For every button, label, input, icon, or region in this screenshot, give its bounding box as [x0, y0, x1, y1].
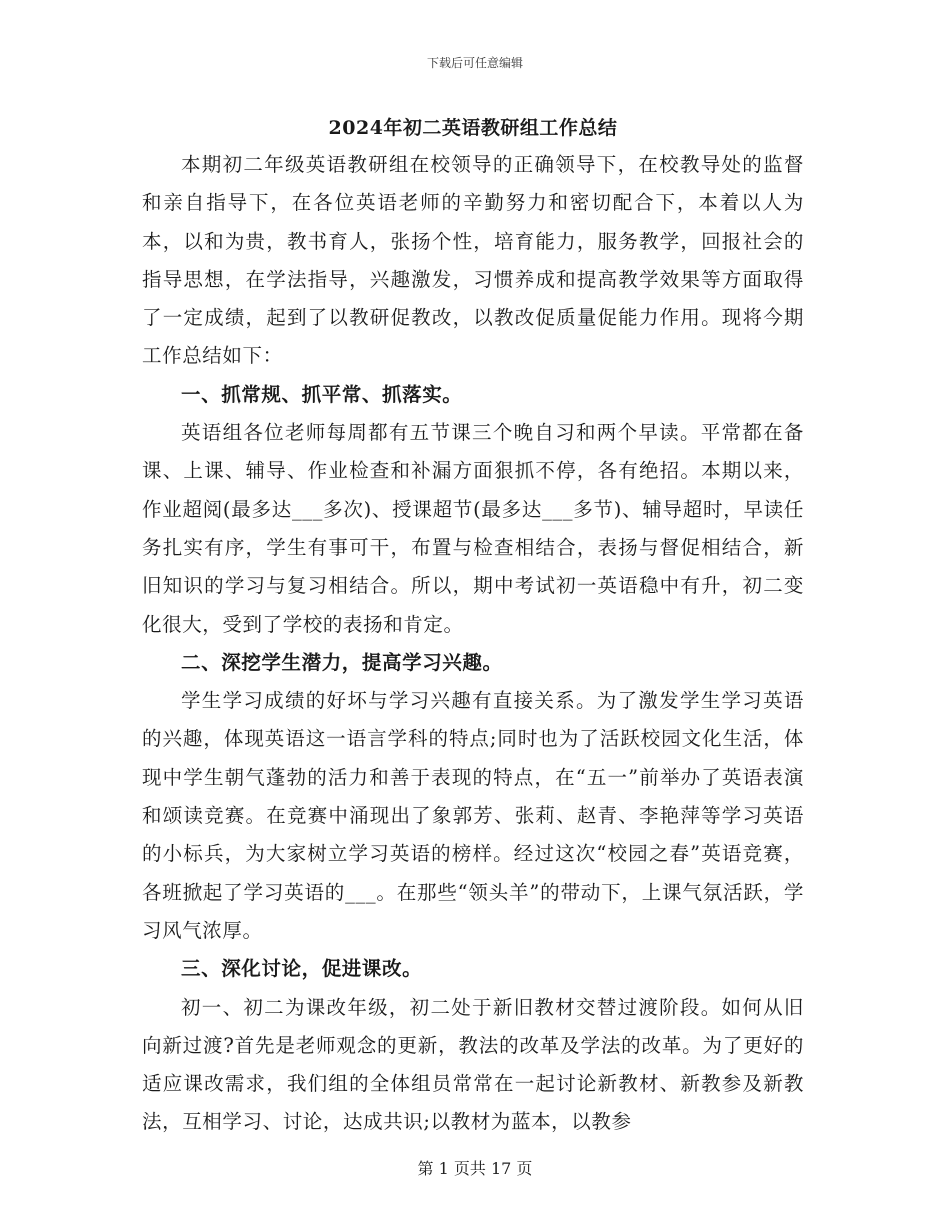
page-footer: 第 1 页共 17 页 [417, 1159, 533, 1178]
page-header: 下载后可任意编辑 [426, 56, 523, 70]
document-title: 2024年初二英语教研组工作总结 [328, 117, 618, 139]
section-heading-3: 三、深化讨论，促进课改。 [181, 957, 423, 981]
document-body [142, 112, 804, 1142]
paragraph-section-1: 英语组各位老师每周都有五节课三个晚自习和两个早读。平常都在备课、上课、辅导、作业检查和补漏方面狠抓不停，各有绝招。本期以来，作业超阅(最多达___多次)、授课超节(最多达___多节)、辅导超时，早读任务扎实有序，学生有事可干，布置与检查相结合，表扬与督促相结合，新旧知识的学习与复习相结合。所以，期中考试初一英语稳中有升，初二变化很大，受到了学校的表扬和肯定。 [142, 421, 804, 636]
paragraph-section-2: 学生学习成绩的好坏与学习兴趣有直接关系。为了激发学生学习英语的兴趣，体现英语这一语言学科的特点;同时也为了活跃校园文化生活，体现中学生朝气蓬勃的活力和善于表现的特点，在“五一”前举办了英语表演和颂读竞赛。在竞赛中涌现出了象郭芳、张莉、赵青、李艳萍等学习英语的小标兵，为大家树立学习英语的榜样。经过这次“校园之春”英语竞赛，各班掀起了学习英语的___。在那些“领头羊”的带动下，上课气氛活跃，学习风气浓厚。 [142, 689, 804, 942]
section-heading-2: 二、深挖学生潜力，提高学习兴趣。 [181, 650, 503, 674]
section-heading-1: 一、抓常规、抓平常、抓落实。 [181, 382, 463, 406]
paragraph-section-3: 初一、初二为课改年级，初二处于新旧教材交替过渡阶段。如何从旧向新过渡?首先是老师观念的更新，教法的改革及学法的改革。为了更好的适应课改需求，我们组的全体组员常常在一起讨论新教材、新教参及新教法，互相学习、讨论，达成共识;以教材为蓝本，以教参 [142, 995, 804, 1134]
paragraph-intro: 本期初二年级英语教研组在校领导的正确领导下，在校教导处的监督和亲自指导下，在各位英语老师的辛勤努力和密切配合下，本着以人为本，以和为贵，教书育人，张扬个性，培育能力，服务教学，回报社会的指导思想，在学法指导，兴趣激发，习惯养成和提高教学效果等方面取得了一定成绩，起到了以教研促教改，以教改促质量促能力作用。现将今期工作总结如下： [142, 153, 804, 368]
